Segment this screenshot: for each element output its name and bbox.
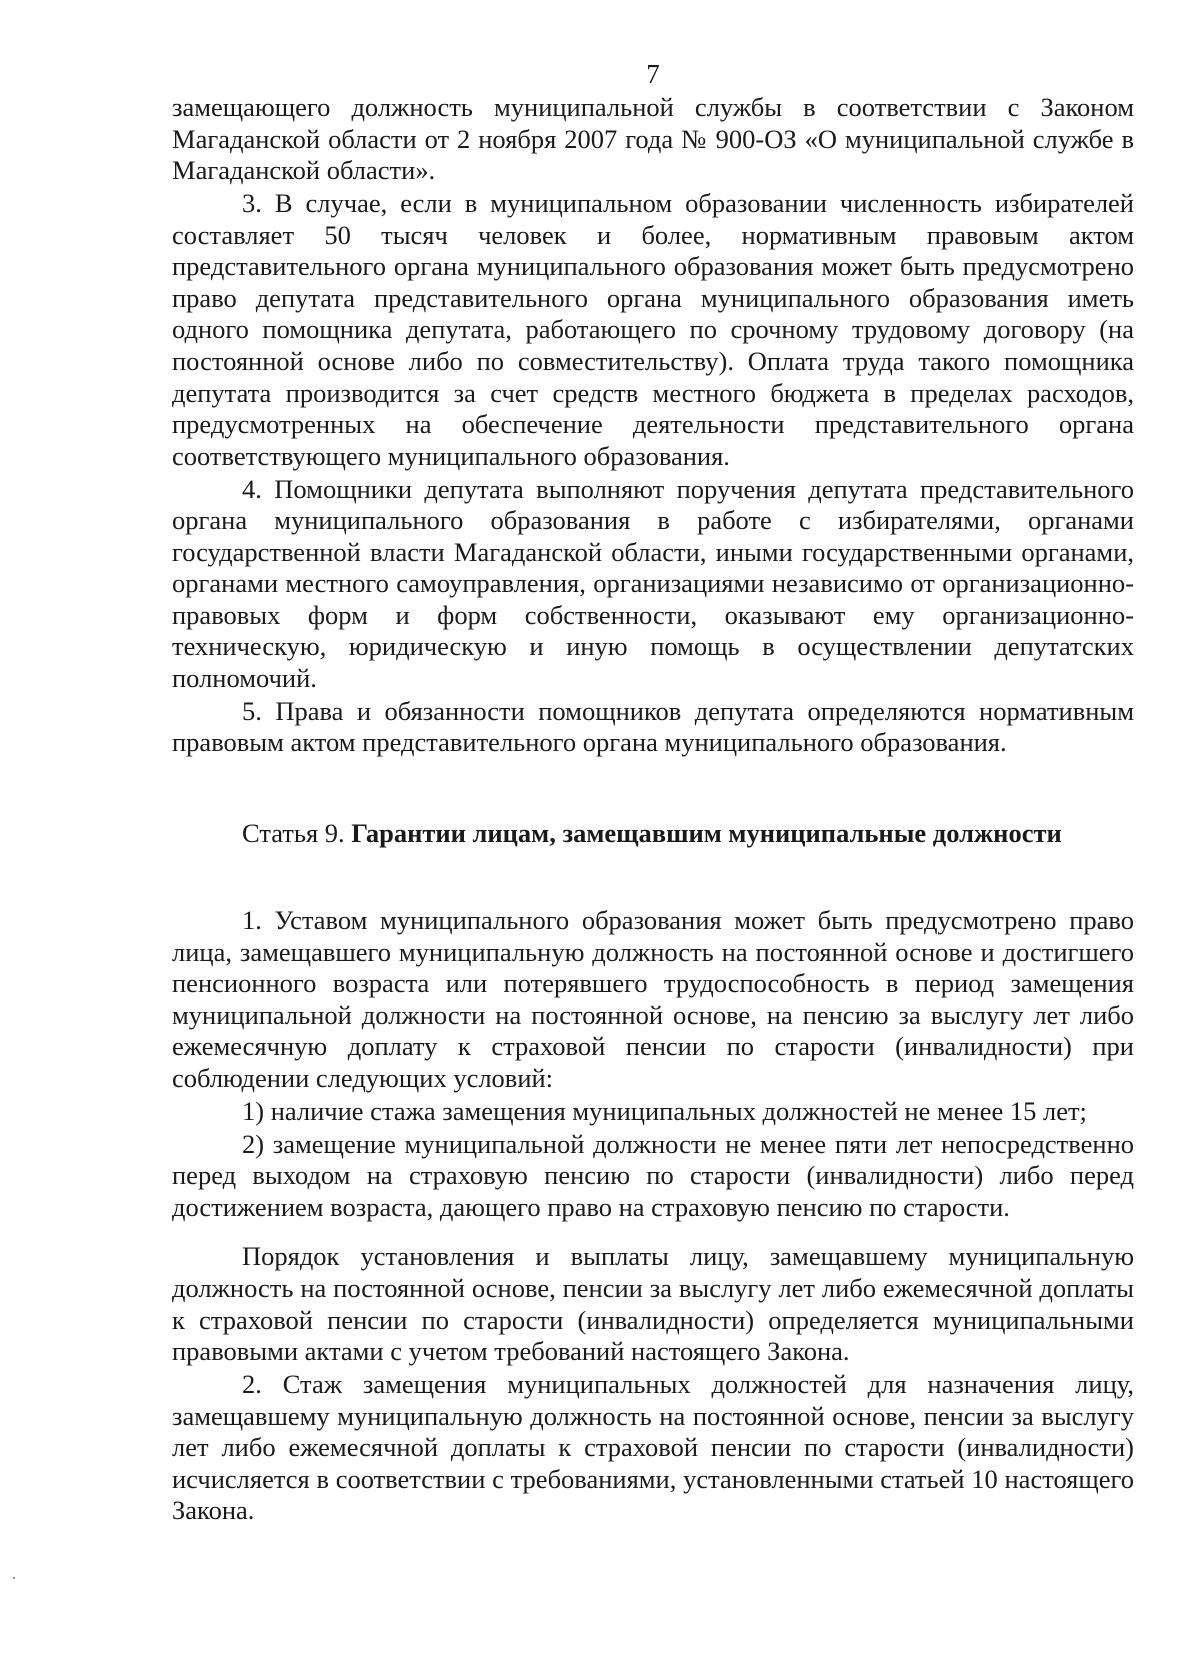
section-top — [172, 92, 1134, 759]
article-9-order-paragraph: Порядок установления и выплаты лицу, замещавшему муниципальную должность на постоянной основе, пенсии за выслугу лет либо ежемесячной доплаты к страховой пенсии по старости (инвалидности) определяется муниципальными правовыми актами с учетом требований настоящего Закона. — [172, 1241, 1134, 1367]
section-article-9 — [172, 905, 1134, 1527]
paragraph-continuation: замещающего должность муниципальной службы в соответствии с Законом Магаданской области от 2 ноября 2007 года № 900-ОЗ «О муниципальной службе в Магаданской области». — [172, 92, 1134, 186]
article-heading — [172, 817, 1134, 849]
article-title: Гарантии лицам, замещавшим муниципальные должности — [351, 818, 1062, 849]
paragraph-item-3: 3. В случае, если в муниципальном образовании численность избирателей составляет 50 тысяч человек и более, нормативным правовым актом представительного органа муниципального образования может быть предусмотрено право депутата представительного органа муниципального образования иметь одного помощника депутата, работающего по срочному трудовому договору (на постоянной основе либо по совместительству). Оплата труда такого помощника депутата производится за счет средств местного бюджета в пределах расходов, предусмотренных на обеспечение деятельности представительного органа соответствующего муниципального образования. — [172, 187, 1134, 471]
article-9-item-2: 2. Стаж замещения муниципальных должностей для назначения лицу, замещавшему муниципальную должность на постоянной основе, пенсии за выслугу лет либо ежемесячной доплаты к страховой пенсии по старости (инвалидности) исчисляется в соответствии с требованиями, установленными статьей 10 настоящего Закона. — [172, 1368, 1134, 1526]
paragraph-item-5: 5. Права и обязанности помощников депутата определяются нормативным правовым актом представительного органа муниципального образования. — [172, 695, 1134, 758]
page-number: 7 — [646, 59, 660, 89]
page-content — [172, 54, 1134, 1527]
article-number: Статья 9. — [242, 818, 352, 849]
article-9-item-1: 1. Уставом муниципального образования может быть предусмотрено право лица, замещавшего муниципальную должность на постоянной основе и достигшего пенсионного возраста или потерявшего трудоспособность в период замещения муниципальной должности на постоянной основе, на пенсию за выслугу лет либо ежемесячную доплату к страховой пенсии по старости (инвалидности) при соблюдении следующих условий: — [172, 905, 1134, 1093]
scan-speck — [13, 1577, 15, 1579]
paragraph-item-4: 4. Помощники депутата выполняют поручения депутата представительного органа муниципального образования в работе с избирателями, органами государственной власти Магаданской области, иными государственными органами, органами местного самоуправления, организациями независимо от организационно-правовых форм и форм собственности, оказывают ему организационно-техническую, юридическую и иную помощь в осуществлении депутатских полномочий. — [172, 473, 1134, 694]
article-9-condition-2: 2) замещение муниципальной должности не менее пяти лет непосредственно перед выходом на страховую пенсию по старости (инвалидности) либо перед достижением возраста, дающего право на страховую пенсию по старости. — [172, 1128, 1134, 1222]
article-9-condition-1: 1) наличие стажа замещения муниципальных должностей не менее 15 лет; — [242, 1095, 1087, 1126]
